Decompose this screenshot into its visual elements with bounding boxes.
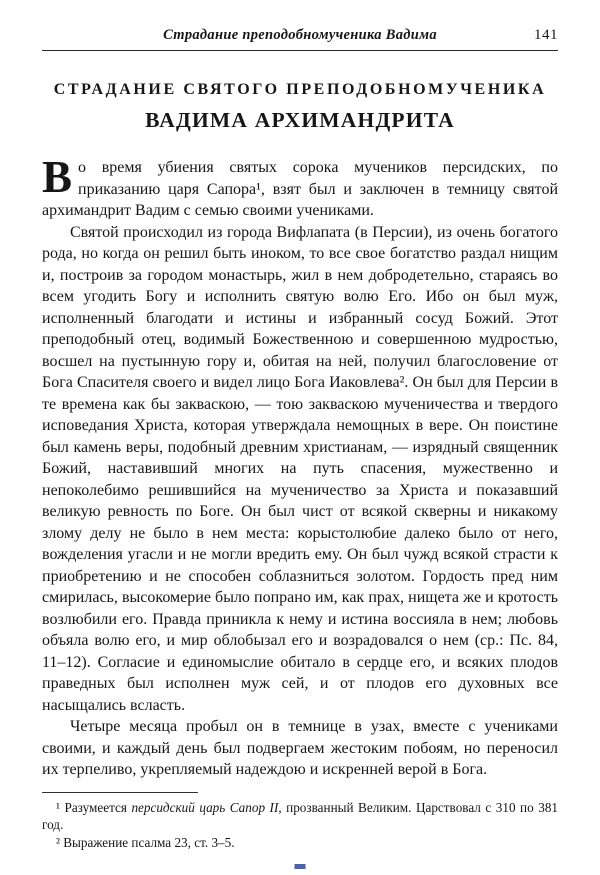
chapter-title-line2: ВАДИМА АРХИМАНДРИТА: [145, 108, 455, 132]
header-rule: [42, 50, 558, 51]
scan-artifact-mark: [295, 864, 306, 869]
chapter-title: [42, 81, 558, 133]
footnote-2: [42, 834, 558, 852]
drop-cap: В: [42, 152, 73, 202]
running-title: Страдание преподобномученика Вадима: [163, 27, 437, 43]
paragraph-1-text: о время убиения святых сорока мучеников персидских, по приказанию царя Сапора¹, взят был и заключен в темницу святой архимандрит Вадим с семью своими учениками.: [42, 159, 558, 219]
body-paragraph-2: Святой происходил из города Вифлапата (в Персии), из очень богатого рода, но когда он решил быть иноком, то все свое богатство раздал нищим и, построив за городом монастырь, жил в нем добродетельно, стараясь во всем угодить Богу и исполнить святую волю Его. Ибо он был муж, исполненный благодати и истины и избранный сосуд Божий. Этот преподобный отец, водимый Божественною и совершенною мудростью, восшел на пустынную гору и, обитая на ней, получил благословение от Бога Спасителя своего и видел лицо Бога Иаковлева². Он был для Персии в те времена как бы закваскою, — тою закваскою мученичества и твердого исповедания Христа, которая утверждала немощных в вере. Он поистине был камень веры, подобный древним христианам, — изрядный священник Божий, наставивший многих на путь спасения, мужественно и непоколебимо решившийся на мученичество за Христа и показавший великую ревность по Боге. Он был чист от всякой скверны и никакому злому делу не было в нем места: корыстолюбие далеко было от него, вожделения угасли и не могли вредить ему. Он был чужд всякой страсти к приобретению и не способен соблазниться золотом. Гордость пред ним смирилась, высокомерие было попрано им, как прах, нищета же и кротость возлюбили его. Правда приникла к нему и истина воссияла в нем; любовь объяла волю его, и мир облобызал его и возрадовался о нем (ср.: Пс. 84, 11–12). Согласие и единомыслие обитало в сердце его, и всяких плодов праведных был исполнен муж сей, и от плодов его духовных все насыщались всласть.: [42, 223, 558, 714]
footnote-1-suffix: , прозванный Великим. Царствовал с 310 по 381 год.: [42, 799, 559, 832]
footnote-separator: [42, 792, 198, 793]
footnotes: [42, 799, 558, 852]
footnote-2-marker: ²: [56, 834, 60, 850]
body-paragraph-1: [42, 152, 558, 222]
footnote-1-marker: ¹: [56, 799, 60, 815]
footnote-2-text: Выражение псалма 23, ст. 3–5.: [59, 834, 235, 850]
page-header: [42, 26, 558, 46]
body-paragraph-3: Четыре месяца пробыл он в темнице в узах, вместе с учениками своими, и каждый день был подвергаем жестоким побоям, но переносил их терпеливо, укрепляемый надеждою и искренней верой в Бога.: [42, 718, 558, 778]
page-number: 141: [534, 27, 558, 43]
footnote-1-prefix: Разумеется: [59, 799, 132, 815]
body-text: [42, 152, 558, 781]
footnote-1-italic: персидский царь Сапор II: [131, 799, 279, 815]
footnote-1: [42, 799, 558, 834]
chapter-title-line1: СТРАДАНИЕ СВЯТОГО ПРЕПОДОБНОМУЧЕНИКА: [53, 81, 547, 98]
